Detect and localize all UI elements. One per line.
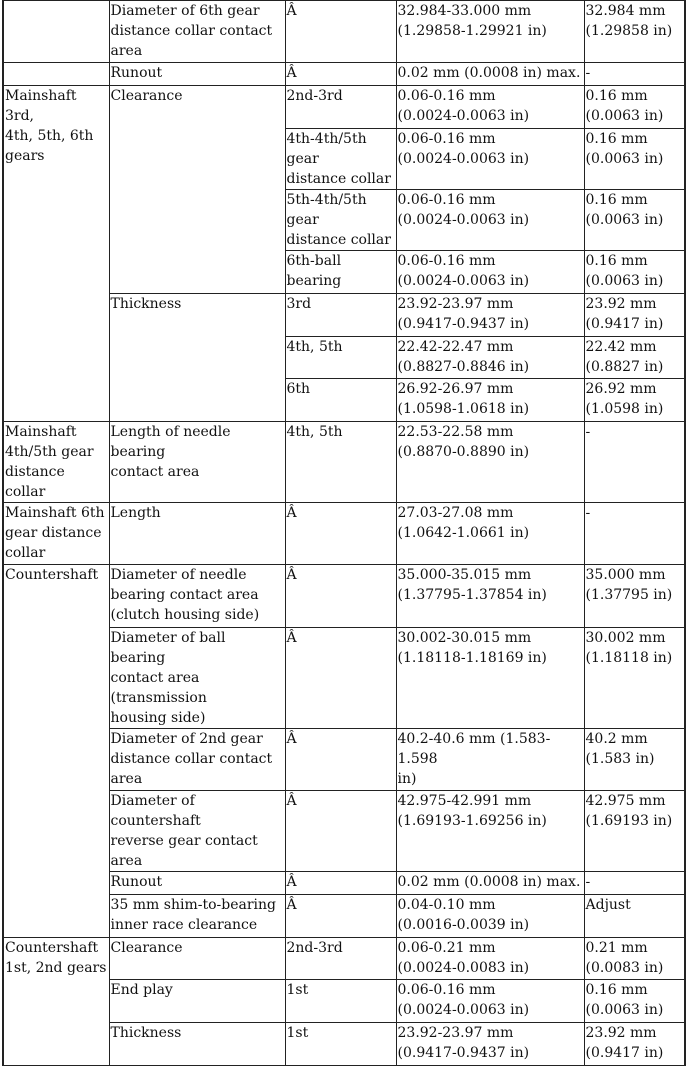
condition-cell: Â bbox=[285, 565, 396, 628]
item-cell: Runout bbox=[109, 63, 285, 86]
standard-cell: 32.984-33.000 mm (1.29858-1.29921 in) bbox=[396, 1, 584, 63]
part-cell: Countershaft 1st, 2nd gears bbox=[3, 938, 109, 1066]
condition-cell: 3rd bbox=[285, 294, 396, 337]
item-cell: Thickness bbox=[109, 1023, 285, 1066]
item-cell: Diameter of 6th gear distance collar contact area bbox=[109, 1, 285, 63]
specifications-table bbox=[2, 0, 686, 1066]
item-cell: End play bbox=[109, 980, 285, 1023]
condition-cell: Â bbox=[285, 628, 396, 729]
standard-cell: 22.42-22.47 mm (0.8827-0.8846 in) bbox=[396, 337, 584, 379]
standard-cell: 42.975-42.991 mm (1.69193-1.69256 in) bbox=[396, 791, 584, 872]
part-cell: Mainshaft 3rd, 4th, 5th, 6th gears bbox=[3, 86, 109, 422]
condition-cell: 5th-4th/5th gear distance collar bbox=[285, 190, 396, 251]
table-row bbox=[3, 422, 685, 503]
item-cell: Runout bbox=[109, 872, 285, 895]
table-row bbox=[3, 1, 685, 63]
standard-cell: 27.03-27.08 mm (1.0642-1.0661 in) bbox=[396, 503, 584, 565]
item-cell: Diameter of 2nd gear distance collar contact area bbox=[109, 729, 285, 791]
service-limit-cell: 0.16 mm (0.0063 in) bbox=[584, 190, 685, 251]
item-cell: Length bbox=[109, 503, 285, 565]
service-limit-cell: 32.984 mm (1.29858 in) bbox=[584, 1, 685, 63]
standard-cell: 0.04-0.10 mm (0.0016-0.0039 in) bbox=[396, 895, 584, 938]
condition-cell: 1st bbox=[285, 1023, 396, 1066]
condition-cell: 1st bbox=[285, 980, 396, 1023]
table-row bbox=[3, 565, 685, 628]
standard-cell: 22.53-22.58 mm (0.8870-0.8890 in) bbox=[396, 422, 584, 503]
service-limit-cell: 40.2 mm (1.583 in) bbox=[584, 729, 685, 791]
condition-cell: Â bbox=[285, 791, 396, 872]
part-cell: Mainshaft 4th/5th gear distance collar bbox=[3, 422, 109, 503]
table-row bbox=[3, 938, 685, 980]
item-cell: Diameter of ball bearing contact area (transmission housing side) bbox=[109, 628, 285, 729]
standard-cell: 0.06-0.16 mm (0.0024-0.0063 in) bbox=[396, 190, 584, 251]
service-limit-cell: 0.16 mm (0.0063 in) bbox=[584, 86, 685, 129]
service-limit-cell: Adjust bbox=[584, 895, 685, 938]
condition-cell: Â bbox=[285, 872, 396, 895]
standard-cell: 0.06-0.16 mm (0.0024-0.0063 in) bbox=[396, 251, 584, 294]
standard-cell: 0.06-0.16 mm (0.0024-0.0063 in) bbox=[396, 129, 584, 190]
service-limit-cell: 0.16 mm (0.0063 in) bbox=[584, 980, 685, 1023]
condition-cell: 2nd-3rd bbox=[285, 938, 396, 980]
standard-cell: 0.06-0.21 mm (0.0024-0.0083 in) bbox=[396, 938, 584, 980]
part-cell: Mainshaft 6th gear distance collar bbox=[3, 503, 109, 565]
part-cell bbox=[3, 63, 109, 86]
standard-cell: 35.000-35.015 mm (1.37795-1.37854 in) bbox=[396, 565, 584, 628]
condition-cell: 4th-4th/5th gear distance collar bbox=[285, 129, 396, 190]
service-limit-cell: 35.000 mm (1.37795 in) bbox=[584, 565, 685, 628]
service-limit-cell: - bbox=[584, 503, 685, 565]
standard-cell: 23.92-23.97 mm (0.9417-0.9437 in) bbox=[396, 1023, 584, 1066]
condition-cell: Â bbox=[285, 503, 396, 565]
condition-cell: 2nd-3rd bbox=[285, 86, 396, 129]
standard-cell: 30.002-30.015 mm (1.18118-1.18169 in) bbox=[396, 628, 584, 729]
condition-cell: 6th-ball bearing bbox=[285, 251, 396, 294]
standard-cell: 0.02 mm (0.0008 in) max. bbox=[396, 63, 584, 86]
part-cell: Countershaft bbox=[3, 565, 109, 938]
table-row bbox=[3, 86, 685, 129]
service-limit-cell: 0.16 mm (0.0063 in) bbox=[584, 129, 685, 190]
table-row bbox=[3, 503, 685, 565]
service-limit-cell: 23.92 mm (0.9417 in) bbox=[584, 1023, 685, 1066]
condition-cell: 4th, 5th bbox=[285, 422, 396, 503]
standard-cell: 0.06-0.16 mm (0.0024-0.0063 in) bbox=[396, 980, 584, 1023]
table-row bbox=[3, 63, 685, 86]
item-cell: Diameter of countershaft reverse gear contact area bbox=[109, 791, 285, 872]
service-limit-cell: 30.002 mm (1.18118 in) bbox=[584, 628, 685, 729]
condition-cell: Â bbox=[285, 63, 396, 86]
item-cell: 35 mm shim-to-bearing inner race clearance bbox=[109, 895, 285, 938]
standard-cell: 0.02 mm (0.0008 in) max. bbox=[396, 872, 584, 895]
condition-cell: 6th bbox=[285, 379, 396, 422]
item-cell: Thickness bbox=[109, 294, 285, 422]
condition-cell: 4th, 5th bbox=[285, 337, 396, 379]
service-limit-cell: 26.92 mm (1.0598 in) bbox=[584, 379, 685, 422]
item-cell: Clearance bbox=[109, 86, 285, 294]
standard-cell: 23.92-23.97 mm (0.9417-0.9437 in) bbox=[396, 294, 584, 337]
item-cell: Clearance bbox=[109, 938, 285, 980]
service-limit-cell: 42.975 mm (1.69193 in) bbox=[584, 791, 685, 872]
service-limit-cell: 22.42 mm (0.8827 in) bbox=[584, 337, 685, 379]
service-limit-cell: - bbox=[584, 63, 685, 86]
item-cell: Diameter of needle bearing contact area (clutch housing side) bbox=[109, 565, 285, 628]
part-cell bbox=[3, 1, 109, 63]
standard-cell: 0.06-0.16 mm (0.0024-0.0063 in) bbox=[396, 86, 584, 129]
service-limit-cell: - bbox=[584, 872, 685, 895]
standard-cell: 26.92-26.97 mm (1.0598-1.0618 in) bbox=[396, 379, 584, 422]
service-limit-cell: 0.21 mm (0.0083 in) bbox=[584, 938, 685, 980]
condition-cell: Â bbox=[285, 729, 396, 791]
service-limit-cell: - bbox=[584, 422, 685, 503]
service-limit-cell: 0.16 mm (0.0063 in) bbox=[584, 251, 685, 294]
service-limit-cell: 23.92 mm (0.9417 in) bbox=[584, 294, 685, 337]
condition-cell: Â bbox=[285, 895, 396, 938]
standard-cell: 40.2-40.6 mm (1.583-1.598 in) bbox=[396, 729, 584, 791]
item-cell: Length of needle bearing contact area bbox=[109, 422, 285, 503]
condition-cell: Â bbox=[285, 1, 396, 63]
